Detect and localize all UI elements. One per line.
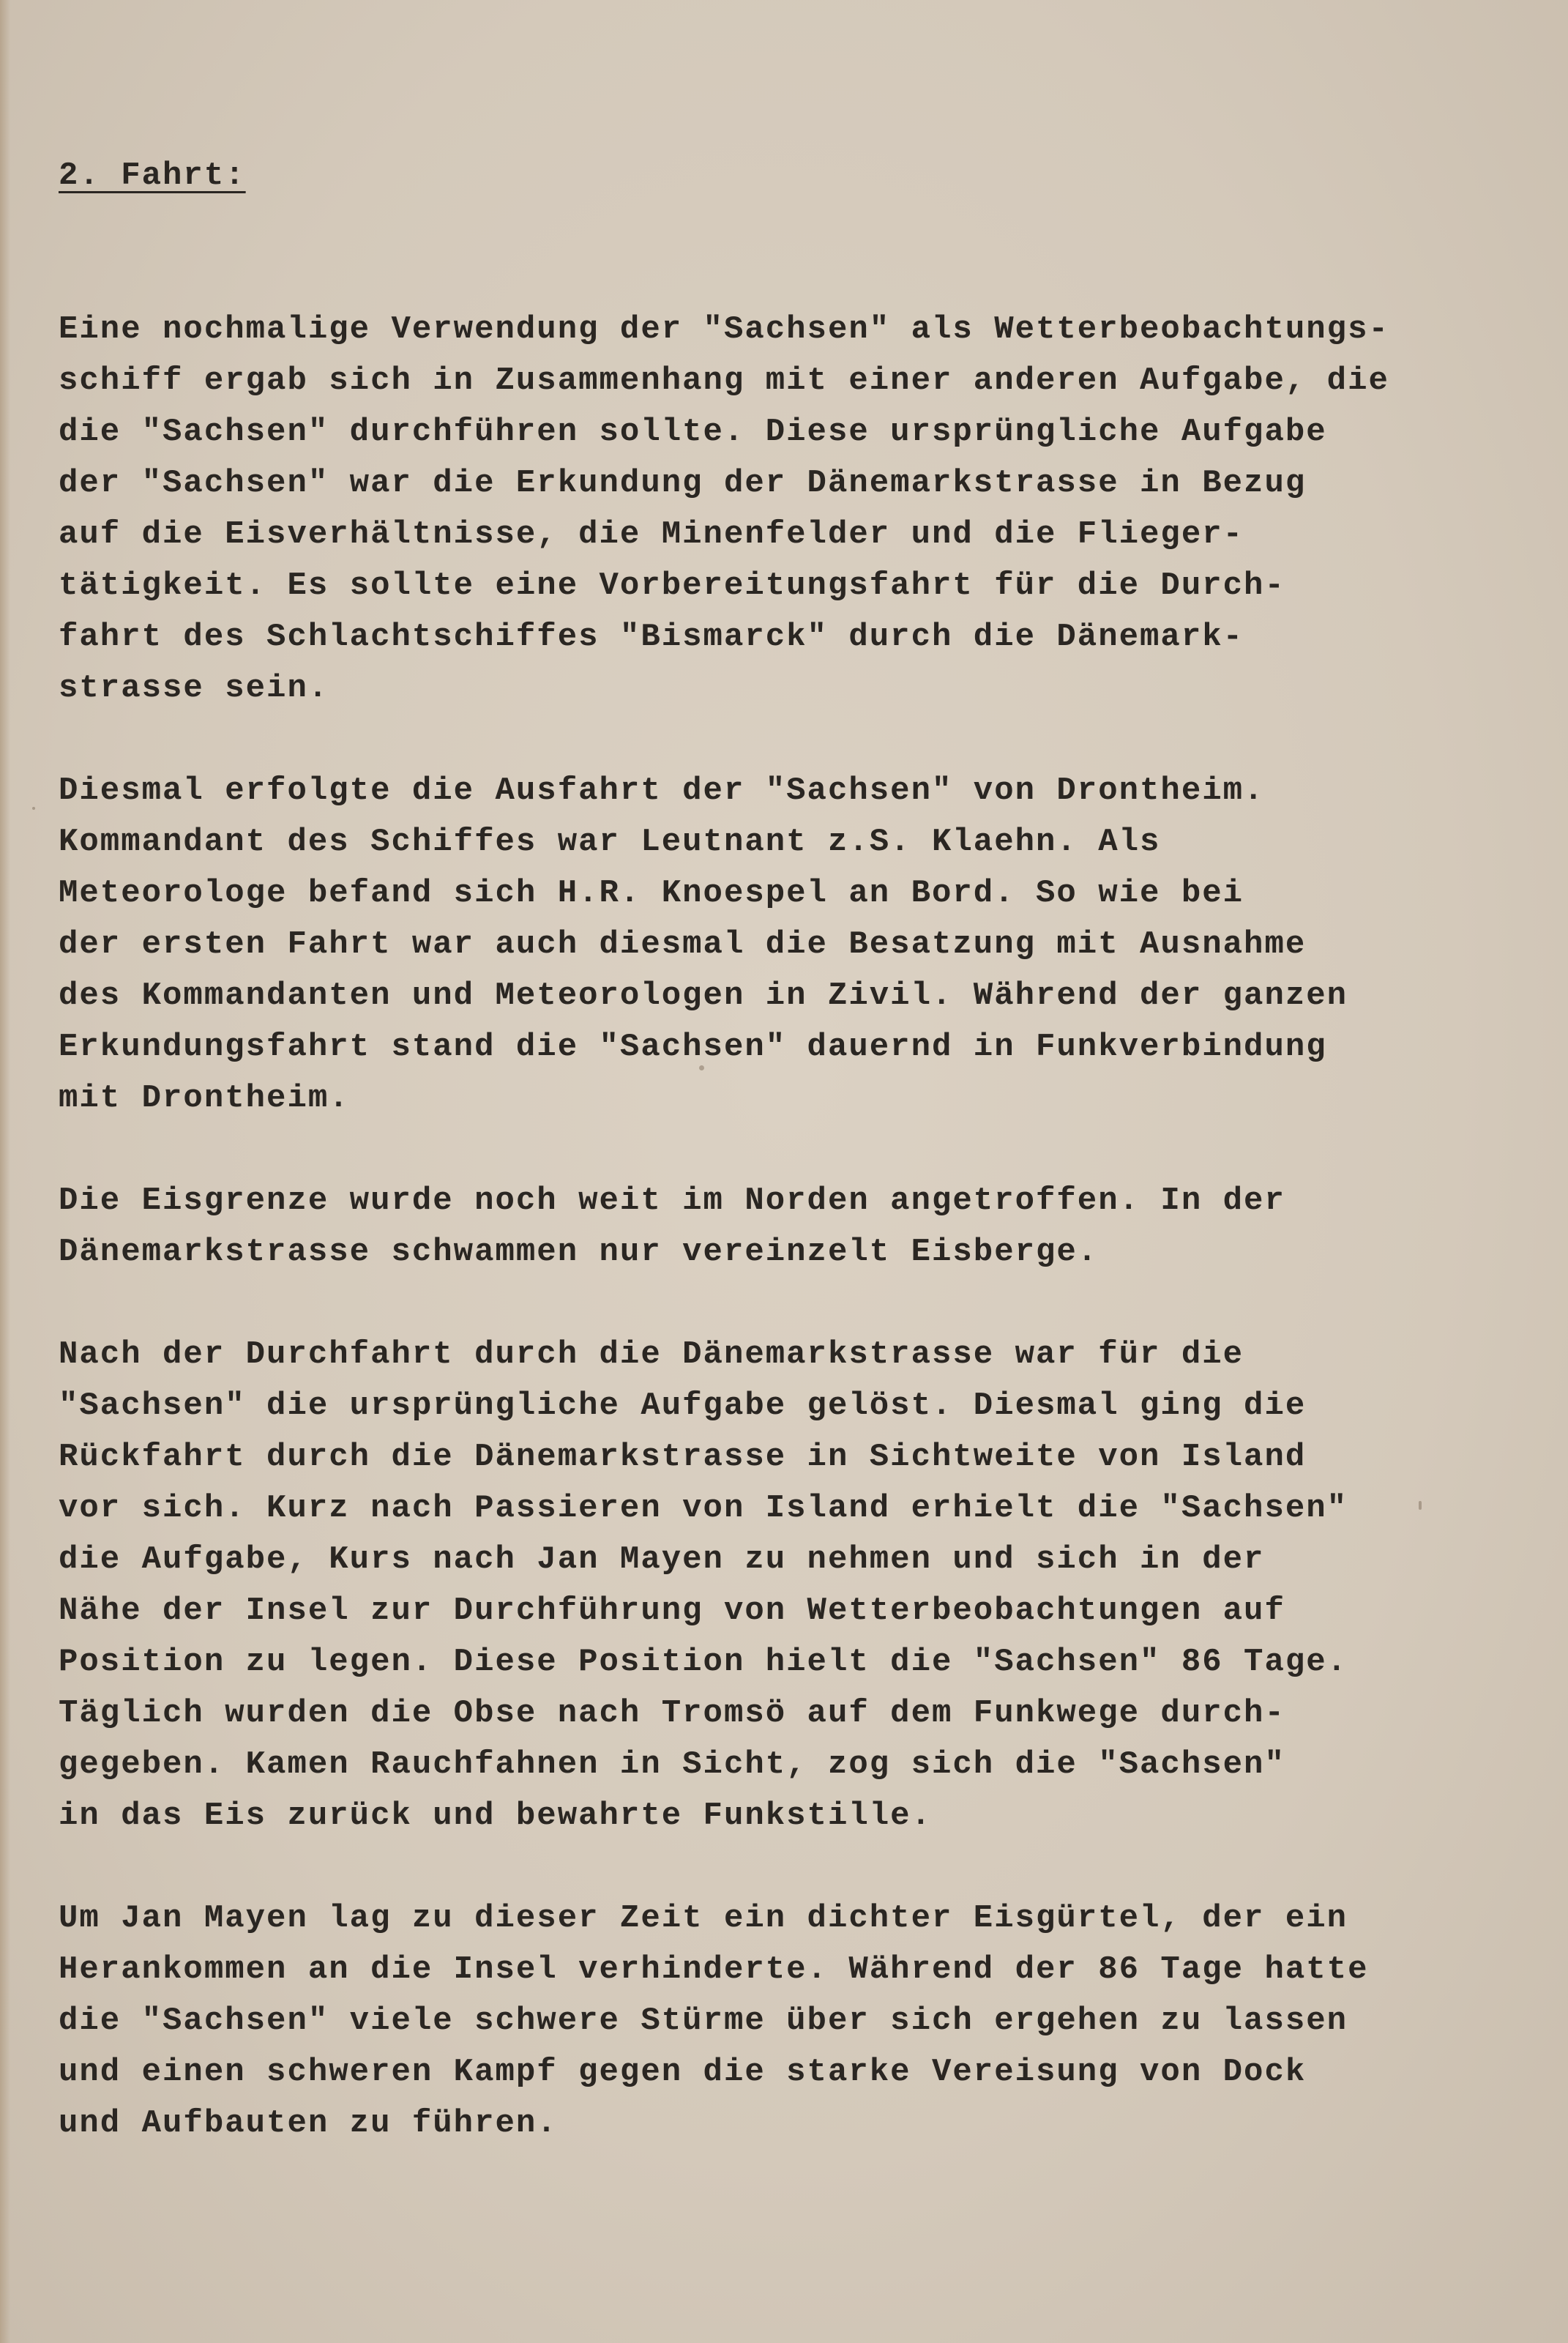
text-line: strasse sein. [59,670,329,707]
text-line: Nähe der Insel zur Durchführung von Wetterbeobachtungen auf [59,1593,1285,1629]
text-line: tätigkeit. Es sollte eine Vorbereitungsfahrt für die Durch- [59,567,1285,604]
text-line: und einen schweren Kampf gegen die starke Vereisung von Dock [59,2054,1307,2090]
text-line: und Aufbauten zu führen. [59,2105,558,2142]
text-line: der "Sachsen" war die Erkundung der Dänemarkstrasse in Bezug [59,465,1307,502]
text-line: Herankommen an die Insel verhinderte. Während der 86 Tage hatte [59,1951,1369,1988]
paragraph-5 [59,1893,1508,2149]
typewritten-text [59,150,1508,2149]
text-line: mit Drontheim. [59,1080,350,1117]
text-line: vor sich. Kurz nach Passieren von Island erhielt die "Sachsen" [59,1490,1348,1527]
paragraph-1 [59,304,1508,714]
text-line: Meteorologe befand sich H.R. Knoespel an Bord. So wie bei [59,875,1244,912]
text-line: Die Eisgrenze wurde noch weit im Norden angetroffen. In der [59,1182,1285,1219]
paper-speck [32,807,35,810]
section-heading: 2. Fahrt: [59,157,246,194]
text-line: Nach der Durchfahrt durch die Dänemarkstrasse war für die [59,1336,1244,1373]
paragraph-4 [59,1329,1508,1841]
text-line: fahrt des Schlachtschiffes "Bismarck" durch die Dänemark- [59,619,1244,655]
paragraph-2 [59,765,1508,1124]
paragraph-3 [59,1175,1508,1278]
text-line: Diesmal erfolgte die Ausfahrt der "Sachsen" von Drontheim. [59,772,1265,809]
text-line: die "Sachsen" viele schwere Stürme über sich ergehen zu lassen [59,2003,1348,2039]
text-line: Kommandant des Schiffes war Leutnant z.S. Klaehn. Als [59,824,1161,860]
text-line: in das Eis zurück und bewahrte Funkstille. [59,1798,932,1834]
text-line: Position zu legen. Diese Position hielt die "Sachsen" 86 Tage. [59,1644,1348,1680]
text-line: "Sachsen" die ursprüngliche Aufgabe gelöst. Diesmal ging die [59,1387,1307,1424]
text-line: der ersten Fahrt war auch diesmal die Besatzung mit Ausnahme [59,926,1307,963]
text-line: des Kommandanten und Meteorologen in Zivil. Während der ganzen [59,977,1348,1014]
text-line: Täglich wurden die Obse nach Tromsö auf dem Funkwege durch- [59,1695,1285,1732]
page-edge-shadow [0,0,10,2343]
text-line: auf die Eisverhältnisse, die Minenfelder und die Flieger- [59,516,1244,553]
text-line: Rückfahrt durch die Dänemarkstrasse in Sichtweite von Island [59,1439,1307,1475]
text-line: die "Sachsen" durchführen sollte. Diese ursprüngliche Aufgabe [59,414,1327,450]
text-line: Eine nochmalige Verwendung der "Sachsen" als Wetterbeobachtungs- [59,311,1389,348]
text-line: schiff ergab sich in Zusammenhang mit einer anderen Aufgabe, die [59,362,1389,399]
text-line: Um Jan Mayen lag zu dieser Zeit ein dichter Eisgürtel, der ein [59,1900,1348,1937]
text-line: Erkundungsfahrt stand die "Sachsen" dauernd in Funkverbindung [59,1029,1327,1065]
text-line: die Aufgabe, Kurs nach Jan Mayen zu nehmen und sich in der [59,1541,1265,1578]
text-line: Dänemarkstrasse schwammen nur vereinzelt Eisberge. [59,1234,1099,1270]
text-line: gegeben. Kamen Rauchfahnen in Sicht, zog sich die "Sachsen" [59,1746,1285,1783]
